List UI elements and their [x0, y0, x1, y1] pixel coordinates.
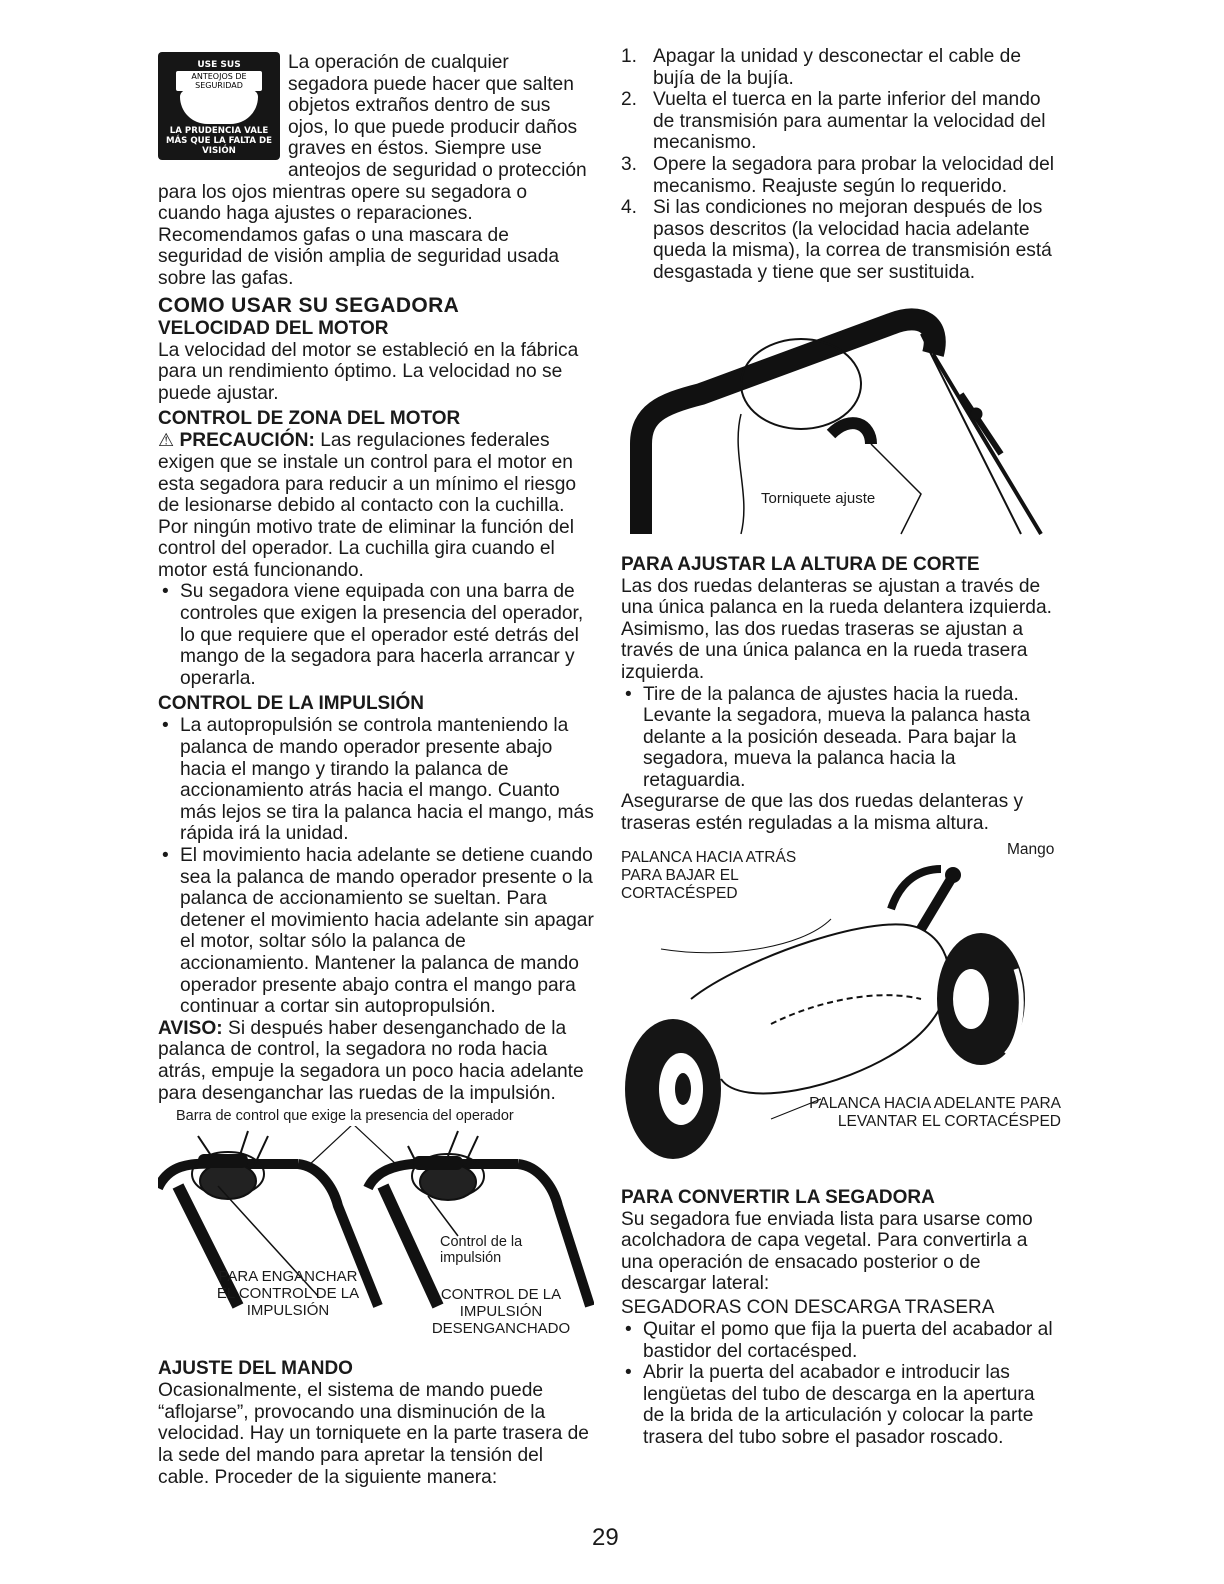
list-item — [621, 197, 1061, 283]
caution-paragraph — [158, 430, 594, 581]
list-item — [621, 154, 1061, 197]
adjust-heading: AJUSTE DEL MANDO — [158, 1358, 353, 1380]
step-text: Vuelta el tuerca en la parte inferior del mando de transmisión para aumentar la velocidad del mecanismo. — [653, 89, 1046, 154]
aviso-label: AVISO: — [158, 1017, 223, 1039]
zone-list — [158, 581, 594, 689]
cable-adjuster-figure — [621, 294, 1061, 544]
intro-paragraph: La operación de cualquier segadora puede hacer que salten objetos extraños dentro de sus ojos, lo que puede producir daños graves en éstos. Siempre use anteojos de seguridad o protección para los ojos mientras opere su segadora o cuando haga ajustes o reparaciones. Recomendamos gafas o una mascara de seguridad de visión amplia de seguridad usada sobre las gafas. — [158, 52, 587, 289]
height-note: Asegurarse de que las dos ruedas delanteras y traseras estén reguladas a la misma altura. — [621, 791, 1024, 835]
step-text: Apagar la unidad y desconectar el cable de bujía de la bujía. — [653, 46, 1022, 89]
height-lever-figure — [621, 840, 1061, 1179]
caution-text: Las regulaciones federales exigen que se instale un control para el motor en esta segadora para reducir a un mínimo el riesgo de lesionarse debido al contacto con la cuchilla. Por ningún motivo trate de eliminar la función del control del operador. La cuchilla gira cuando el motor está funcionando. — [158, 430, 577, 581]
step-number: 3. — [621, 153, 638, 175]
warning-icon: ⚠ — [158, 430, 175, 451]
rear-discharge-heading: SEGADORAS CON DESCARGA TRASERA — [621, 1297, 995, 1319]
figure-caption: Barra de control que exige la presencia del operador — [176, 1108, 514, 1125]
list-item: • El movimiento hacia adelante se detiene cuando sea la palanca de mando operador presente o la palanca de accionamiento se sueltan. Para detener el movimiento hacia adelante sin apagar el motor, soltar sólo la palanca de accionamiento. Mantener la palanca de mando operador presente abajo contra el mango para continuar a cortar sin autopropulsión. — [158, 845, 594, 1018]
list-item — [621, 46, 1061, 89]
step-number: 1. — [621, 46, 638, 67]
impulsion-list — [158, 715, 594, 1017]
list-item: • Su segadora viene equipada con una barra de controles que exigen la presencia del operador, lo que requiere que el operador esté detrás del mango de la segadora para hacerla arrancar y operarla. — [158, 581, 594, 689]
safety-goggles-icon — [180, 90, 258, 124]
step-number: 2. — [621, 89, 638, 111]
step-text: Opere la segadora para probar la velocidad del mecanismo. Reajuste según lo requerido. — [653, 153, 1055, 197]
lever-front-label: PALANCA HACIA ADELANTE PARA LEVANTAR EL CORTACÉSPED — [809, 1094, 1061, 1130]
speed-heading: VELOCIDAD DEL MOTOR — [158, 317, 389, 339]
badge-line3: LA PRUDENCIA VALE MÁS QUE LA FALTA DE VISIÓN — [165, 126, 273, 156]
callout-drive-control: Control de la impulsión — [440, 1234, 523, 1267]
lever-back-label: PALANCA HACIA ATRÁS PARA BAJAR EL CORTACÉSPED — [621, 848, 797, 902]
step-number: 4. — [621, 197, 638, 219]
step-text: Si las condiciones no mejoran después de los pasos descritos (la velocidad hacia adelante queda la misma), la correa de transmisión está desgastada y tiene que ser sustituida. — [653, 197, 1052, 283]
main-heading: COMO USAR SU SEGADORA — [158, 293, 460, 317]
right-column — [621, 46, 1061, 1449]
steps-list — [621, 46, 1061, 284]
aviso-paragraph — [158, 1018, 594, 1104]
page-number: 29 — [592, 1524, 619, 1551]
adjust-text: Ocasionalmente, el sistema de mando puede “aflojarse”, provocando una disminución de la velocidad. Hay un torniquete en la parte trasera de la sede del mando para apretar la tensión del cable. Proceder de la siguiente manera: — [158, 1380, 589, 1488]
left-column — [158, 52, 594, 1488]
badge-line2: ANTEOJOS DE SEGURIDAD — [176, 71, 262, 91]
convert-heading: PARA CONVERTIR LA SEGADORA — [621, 1186, 935, 1208]
adjuster-label: Torniquete ajuste — [761, 489, 876, 507]
height-text: Las dos ruedas delanteras se ajustan a través de una única palanca en la rueda delantera izquierda. Asimismo, las dos ruedas traseras se ajustan a través de una única palanca en la rueda trasera izquierda. — [621, 575, 1052, 683]
list-item: • Tire de la palanca de ajustes hacia la rueda. Levante la segadora, mueva la palanca hasta delante a la posición deseada. Para bajar la segadora, mueva la palanca hacia la retaguardia. — [621, 684, 1061, 792]
label-engage: PARA ENGANCHAR EL CONTROL DE LA IMPULSIÓN — [216, 1268, 360, 1320]
rear-discharge-list — [621, 1319, 1061, 1449]
handle-label: Mango — [1007, 840, 1055, 858]
speed-text: La velocidad del motor se estableció en la fábrica para un rendimiento óptimo. La velocidad no se puede ajustar. — [158, 339, 579, 404]
impulsion-heading: CONTROL DE LA IMPULSIÓN — [158, 693, 424, 715]
badge-line1: USE SUS — [197, 60, 241, 70]
convert-text: Su segadora fue enviada lista para usarse como acolchadora de capa vegetal. Para convertirla a una operación de ensacado posterior o de descargar lateral: — [621, 1208, 1033, 1295]
zone-heading: CONTROL DE ZONA DEL MOTOR — [158, 408, 461, 430]
list-item: • La autopropulsión se controla manteniendo la palanca de mando operador presente abajo hacia el mango y tirando la palanca de accionamiento atrás hacia el mango. Cuanto más lejos se tira la palanca hacia el mango, más rápida irá la unidad. — [158, 715, 594, 845]
height-list — [621, 684, 1061, 792]
list-item: • Abrir la puerta del acabador e introducir las lengüetas del tubo de descarga en la apertura de la brida de la articulación y colocar la parte trasera del tubo sobre el pasador roscado. — [621, 1362, 1061, 1448]
height-heading: PARA AJUSTAR LA ALTURA DE CORTE — [621, 553, 980, 575]
safety-glasses-badge — [158, 52, 280, 160]
list-item: • Quitar el pomo que fija la puerta del acabador al bastidor del cortacésped. — [621, 1319, 1061, 1362]
caution-label: PRECAUCIÓN: — [179, 430, 315, 452]
label-disengaged: CONTROL DE LA IMPULSIÓN DESENGANCHADO — [431, 1286, 571, 1338]
operator-bar-figure — [158, 1108, 594, 1358]
list-item — [621, 89, 1061, 154]
aviso-text: Si después haber desenganchado de la palanca de control, la segadora no roda hacia atrás, empuje la segadora un poco hacia adelante para desenganchar las ruedas de la impulsión. — [158, 1017, 584, 1104]
